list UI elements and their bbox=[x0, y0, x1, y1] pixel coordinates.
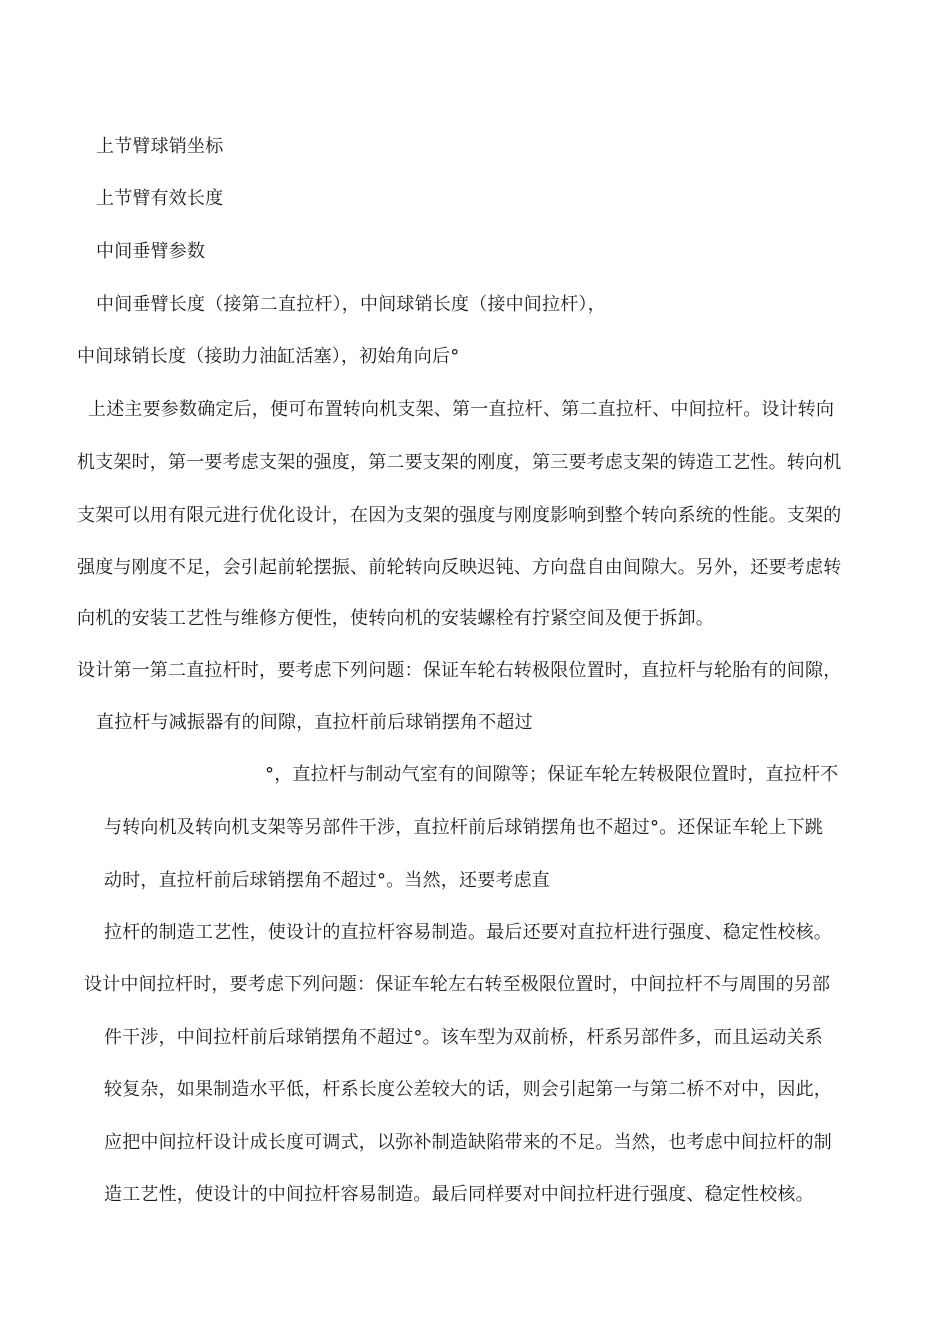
paragraph-line: 强度与刚度不足，会引起前轮摆振、前轮转向反映迟钝、方向盘自由间隙大。另外，还要考虑转 bbox=[77, 557, 842, 578]
paragraph-line: 动时，直拉杆前后球销摆角不超过°。当然，还要考虑直 bbox=[104, 870, 550, 891]
paragraph-line: 上述主要参数确定后，便可布置转向机支架、第一直拉杆、第二直拉杆、中间拉杆。设计转向 bbox=[88, 399, 835, 420]
param-label-upper-arm-ball-pin-coords: 上节臂球销坐标 bbox=[96, 136, 224, 157]
param-label-middle-arm-params: 中间垂臂参数 bbox=[96, 241, 206, 262]
param-line-middle-arm-lengths: 中间垂臂长度（接第二直拉杆），中间球销长度（接中间拉杆）， bbox=[96, 294, 606, 315]
paragraph-line: 拉杆的制造工艺性，使设计的直拉杆容易制造。最后还要对直拉杆进行强度、稳定性校核。 bbox=[104, 922, 832, 943]
paragraph-line: 直拉杆与减振器有的间隙，直拉杆前后球销摆角不超过 bbox=[96, 712, 533, 733]
paragraph-line: 支架可以用有限元进行优化设计，在因为支架的强度与刚度影响到整个转向系统的性能。支架的 bbox=[77, 505, 842, 526]
paragraph-line: °，直拉杆与制动气室有的间隙等；保证车轮左转极限位置时，直拉杆不 bbox=[265, 764, 839, 785]
paragraph-line: 设计中间拉杆时，要考虑下列问题：保证车轮左右转至极限位置时，中间拉杆不与周围的另部 bbox=[84, 974, 831, 995]
paragraph-line: 造工艺性，使设计的中间拉杆容易制造。最后同样要对中间拉杆进行强度、稳定性校核。 bbox=[104, 1184, 814, 1205]
paragraph-line: 件干涉，中间拉杆前后球销摆角不超过°。该车型为双前桥，杆系另部件多，而且运动关系 bbox=[104, 1027, 823, 1048]
paragraph-line: 与转向机及转向机支架等另部件干涉，直拉杆前后球销摆角也不超过°。还保证车轮上下跳 bbox=[104, 817, 823, 838]
param-label-upper-arm-effective-length: 上节臂有效长度 bbox=[96, 188, 224, 209]
paragraph-line: 较复杂，如果制造水平低，杆系长度公差较大的话，则会引起第一与第二桥不对中，因此， bbox=[104, 1079, 832, 1100]
paragraph-line: 向机的安装工艺性与维修方便性，使转向机的安装螺栓有拧紧空间及便于拆卸。 bbox=[77, 608, 714, 629]
paragraph-line: 应把中间拉杆设计成长度可调式，以弥补制造缺陷带来的不足。当然，也考虑中间拉杆的制 bbox=[104, 1132, 832, 1153]
paragraph-line: 机支架时，第一要考虑支架的强度，第二要支架的刚度，第三要考虑支架的铸造工艺性。转向机 bbox=[77, 452, 842, 473]
param-line-middle-ball-pin-length: 中间球销长度（接助力油缸活塞），初始角向后° bbox=[77, 346, 460, 367]
paragraph-line: 设计第一第二直拉杆时，要考虑下列问题：保证车轮右转极限位置时，直拉杆与轮胎有的间隙， bbox=[77, 660, 842, 681]
